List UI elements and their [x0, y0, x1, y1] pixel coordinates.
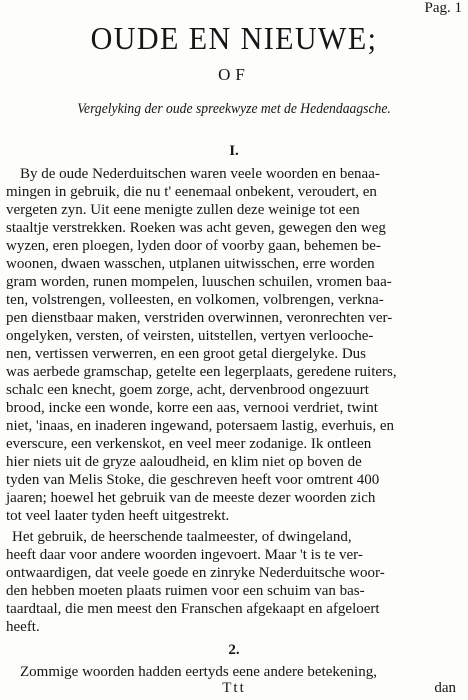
catchword: dan — [434, 680, 456, 696]
text-line: ontwaardigen, dat veele goede en zinryke Nederduitsche woor- — [6, 565, 385, 581]
section-number-1: I. — [229, 143, 239, 159]
text-line: tot veel laater tyden heeft uitgestrekt. — [6, 508, 230, 524]
text-line: vergeten zyn. Uit eene menigte zullen deze weinige tot een — [6, 202, 360, 218]
text-line: schalc een knecht, goem zorge, acht, dervenbrood ongezuurt — [6, 382, 369, 398]
text-line: taardtaal, die men meest den Franschen afgekaapt en afgeloert — [6, 601, 380, 617]
text-line: wyzen, eren ploegen, lyden door of voorby gaan, behemen be- — [6, 238, 381, 254]
text-line: pen dienstbaar maken, verstriden overwinnen, veronrechten ver- — [6, 310, 393, 326]
page-title: OUDE EN NIEUWE; — [90, 20, 378, 56]
text-line: nen, vertissen verwerren, en een groot getal diergelyke. Dus — [6, 346, 367, 362]
text-line: heeft daar voor andere woorden ingevoert. Maar 't is te ver- — [6, 547, 363, 563]
title-connector: OF — [218, 65, 250, 84]
text-line: tyden van Melis Stoke, die geschreven heeft voor omtrent 400 — [6, 472, 380, 488]
text-line: brood, incke een wonde, korre een aas, vernooi verdriet, twint — [6, 400, 378, 416]
text-line: staaltje verstrekken. Roeken was acht geven, gewegen den weg — [6, 220, 386, 236]
text-line: niet, 'inaas, en inaderen ingewand, potersaem lastig, everhuis, en — [6, 418, 394, 434]
page-number: Pag. 1 — [424, 0, 462, 16]
text-line: ten, volstrengen, volleesten, en volkomen, volbrengen, verkna- — [6, 292, 384, 308]
text-line: heeft. — [6, 619, 40, 635]
text-line: den hebben moeten plaats ruimen voor een schuim van bas- — [6, 583, 365, 599]
text-line: Zommige woorden hadden eertyds eene andere betekening, — [20, 664, 377, 680]
text-line: Het gebruik, de heerschende taalmeester, of dwingeland, — [12, 529, 352, 545]
page-subtitle: Vergelyking der oude spreekwyze met de Hedendaagsche. — [77, 101, 391, 117]
text-line: everscure, een verkenskot, en veel meer zodanige. Ik ontleen — [6, 436, 372, 452]
section-number-2: 2. — [228, 642, 240, 658]
text-line: jaaren; hoewel het gebruik van de meeste dezer woorden zich — [6, 490, 376, 506]
text-line: By de oude Nederduitschen waren veele woorden en benaa- — [20, 166, 380, 182]
text-line: ongelyken, versten, of veirsten, uitstellen, vertyen verlooche- — [6, 328, 374, 344]
signature-mark: Ttt — [222, 680, 246, 696]
text-line: was aerbede gramschap, getelte een legerplaats, geredene ruiters, — [6, 364, 397, 380]
text-line: gram worden, runen mompelen, luuschen schuilen, vromen baa- — [6, 274, 392, 290]
text-line: mingen in gebruik, die nu t' eenemaal onbekent, veroudert, en — [6, 184, 377, 200]
text-line: hier niets uit de gryze aaloudheid, en klim niet op boven de — [6, 454, 362, 470]
text-line: woonen, dwaen wasschen, utplanen uitwisschen, erre worden — [6, 256, 375, 272]
